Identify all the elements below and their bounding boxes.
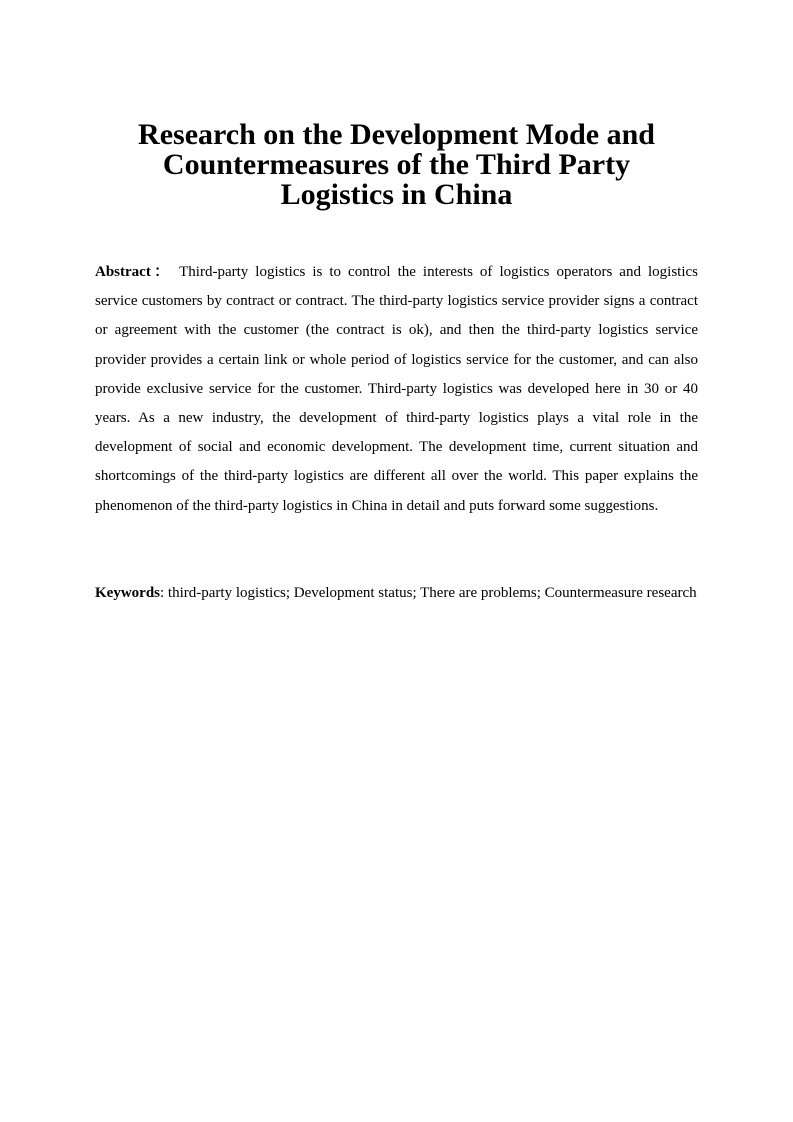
title-line: Logistics in China bbox=[280, 178, 513, 211]
title-line: Research on the Development Mode and bbox=[138, 118, 655, 151]
keywords-label: Keywords bbox=[95, 585, 160, 601]
abstract-paragraph bbox=[95, 258, 698, 521]
abstract-text: Third-party logistics is to control the interests of logistics operators and logistics service customers by contract or contract. The third-party logistics service provider signs a contract or agreement with the customer (the contract is ok), and then the third-party logistics service provider provides a certain link or whole period of logistics service for the customer, and can also provide exclusive service for the customer. Third-party logistics was developed here in 30 or 40 years. As a new industry, the development of third-party logistics plays a vital role in the development of social and economic development. The development time, current situation and shortcomings of the third-party logistics are different all over the world. This paper explains the phenomenon of the third-party logistics in China in detail and puts forward some suggestions. bbox=[95, 264, 698, 514]
keywords-text: : third-party logistics; Development status; There are problems; Countermeasure research bbox=[160, 585, 697, 601]
keywords-paragraph bbox=[95, 579, 698, 608]
title-line: Countermeasures of the Third Party bbox=[162, 148, 631, 181]
abstract-label: Abstract： bbox=[95, 264, 173, 280]
paper-title bbox=[95, 120, 698, 210]
